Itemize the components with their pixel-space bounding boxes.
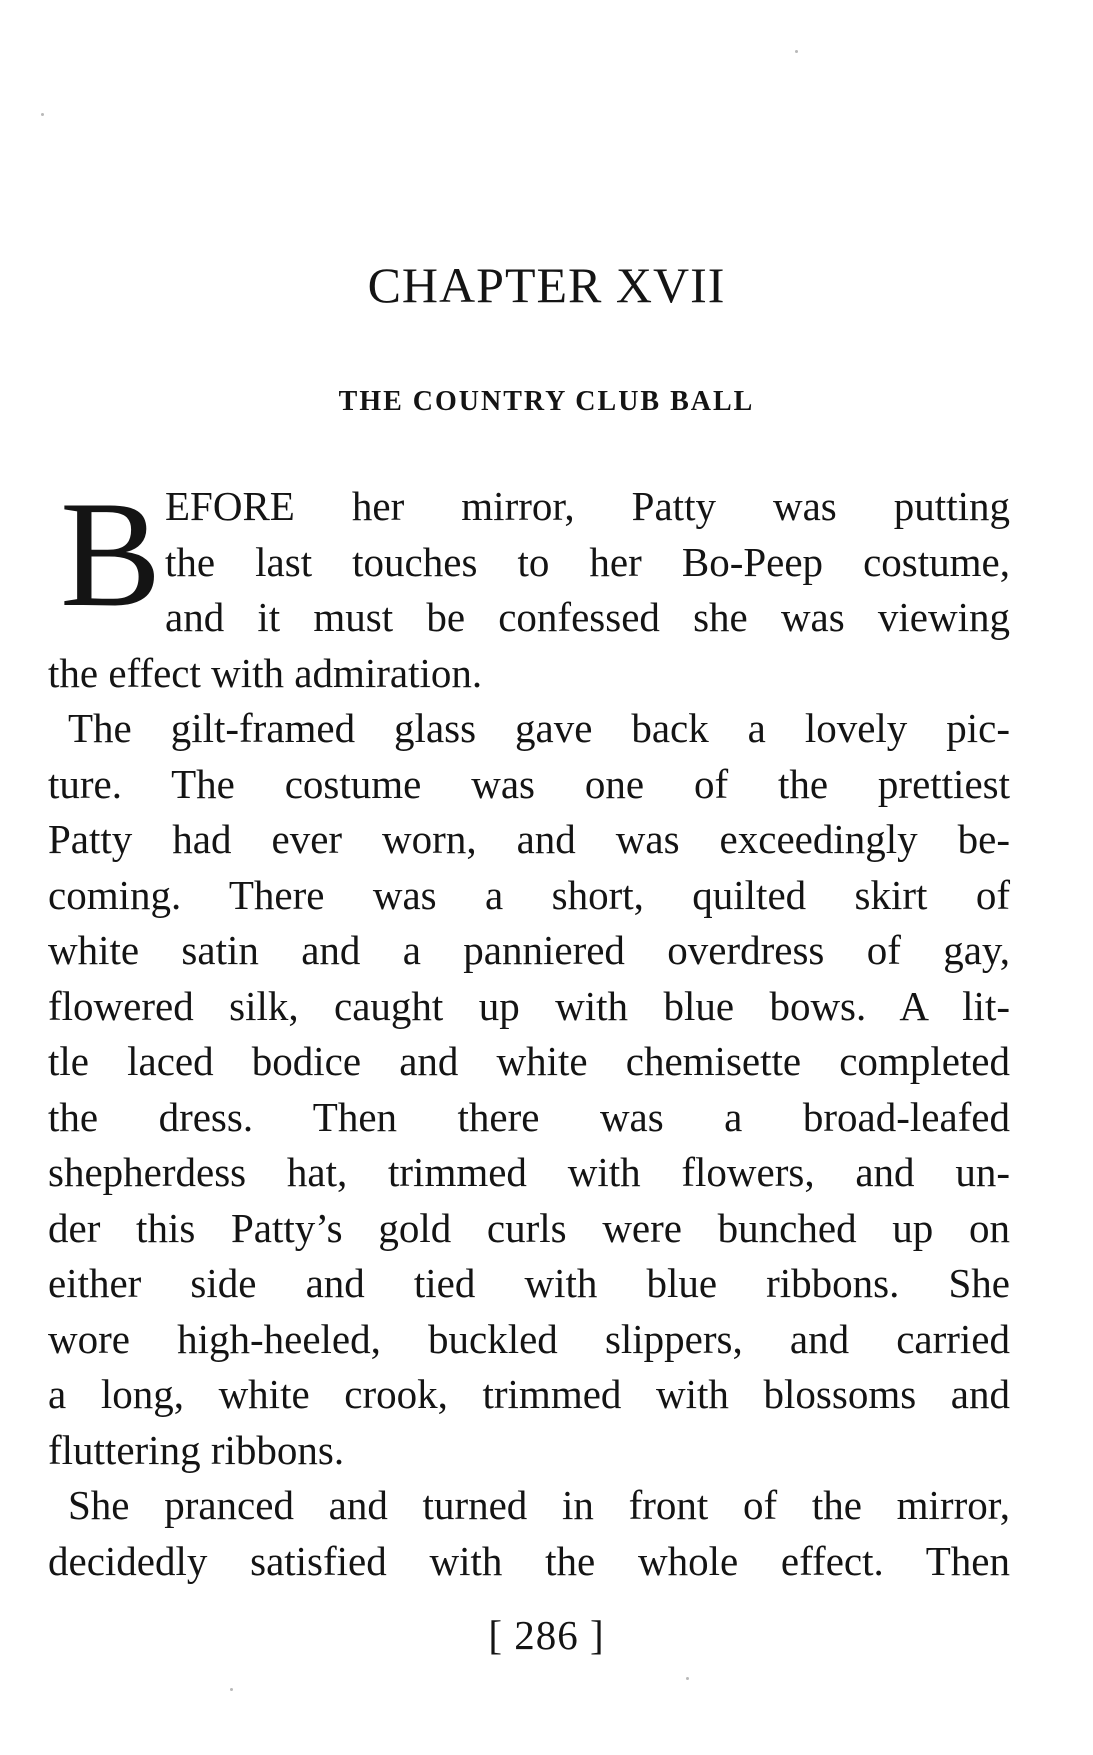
page-number: [ 286 ] <box>488 1612 605 1658</box>
scan-speck <box>230 1688 233 1691</box>
chapter-title: CHAPTER XVII <box>367 257 726 313</box>
body-line: a long, white crook, trimmed with blossoms and <box>48 1371 1010 1417</box>
body-line: der this Patty’s gold curls were bunched up on <box>48 1204 1010 1251</box>
body-line: the last touches to her Bo-Peep costume, <box>165 538 1010 585</box>
body-line: tle laced bodice and white chemisette completed <box>48 1038 1010 1084</box>
body-line: She pranced and turned in front of the mirror, <box>68 1482 1010 1528</box>
chapter-body <box>48 470 1010 1589</box>
body-line: coming. There was a short, quilted skirt of <box>48 871 1010 918</box>
body-line: white satin and a panniered overdress of gay, <box>48 927 1010 973</box>
body-line: ture. The costume was one of the prettiest <box>48 760 1010 807</box>
body-line: and it must be confessed she was viewing <box>165 594 1010 640</box>
body-line: The gilt-framed glass gave back a lovely pic- <box>68 705 1010 751</box>
scan-speck <box>686 1677 689 1680</box>
body-line: wore high-heeled, buckled slippers, and carried <box>48 1315 1010 1362</box>
body-line: the dress. Then there was a broad-leafed <box>48 1093 1010 1140</box>
body-line: either side and tied with blue ribbons. She <box>48 1260 1010 1306</box>
body-line: flowered silk, caught up with blue bows. A lit- <box>48 982 1010 1029</box>
scan-speck <box>41 113 44 116</box>
body-line: shepherdess hat, trimmed with flowers, and un- <box>48 1149 1010 1195</box>
body-line: the effect with admiration. <box>48 649 483 696</box>
drop-cap: B <box>60 470 162 638</box>
body-line: decidedly satisfied with the whole effect. Then <box>48 1537 1010 1584</box>
body-line: Patty had ever worn, and was exceedingly be- <box>48 816 1010 862</box>
scan-speck <box>795 50 798 53</box>
chapter-subtitle: THE COUNTRY CLUB BALL <box>338 386 755 417</box>
body-line: fluttering ribbons. <box>48 1426 345 1473</box>
body-line: EFORE her mirror, Patty was putting <box>165 483 1010 529</box>
